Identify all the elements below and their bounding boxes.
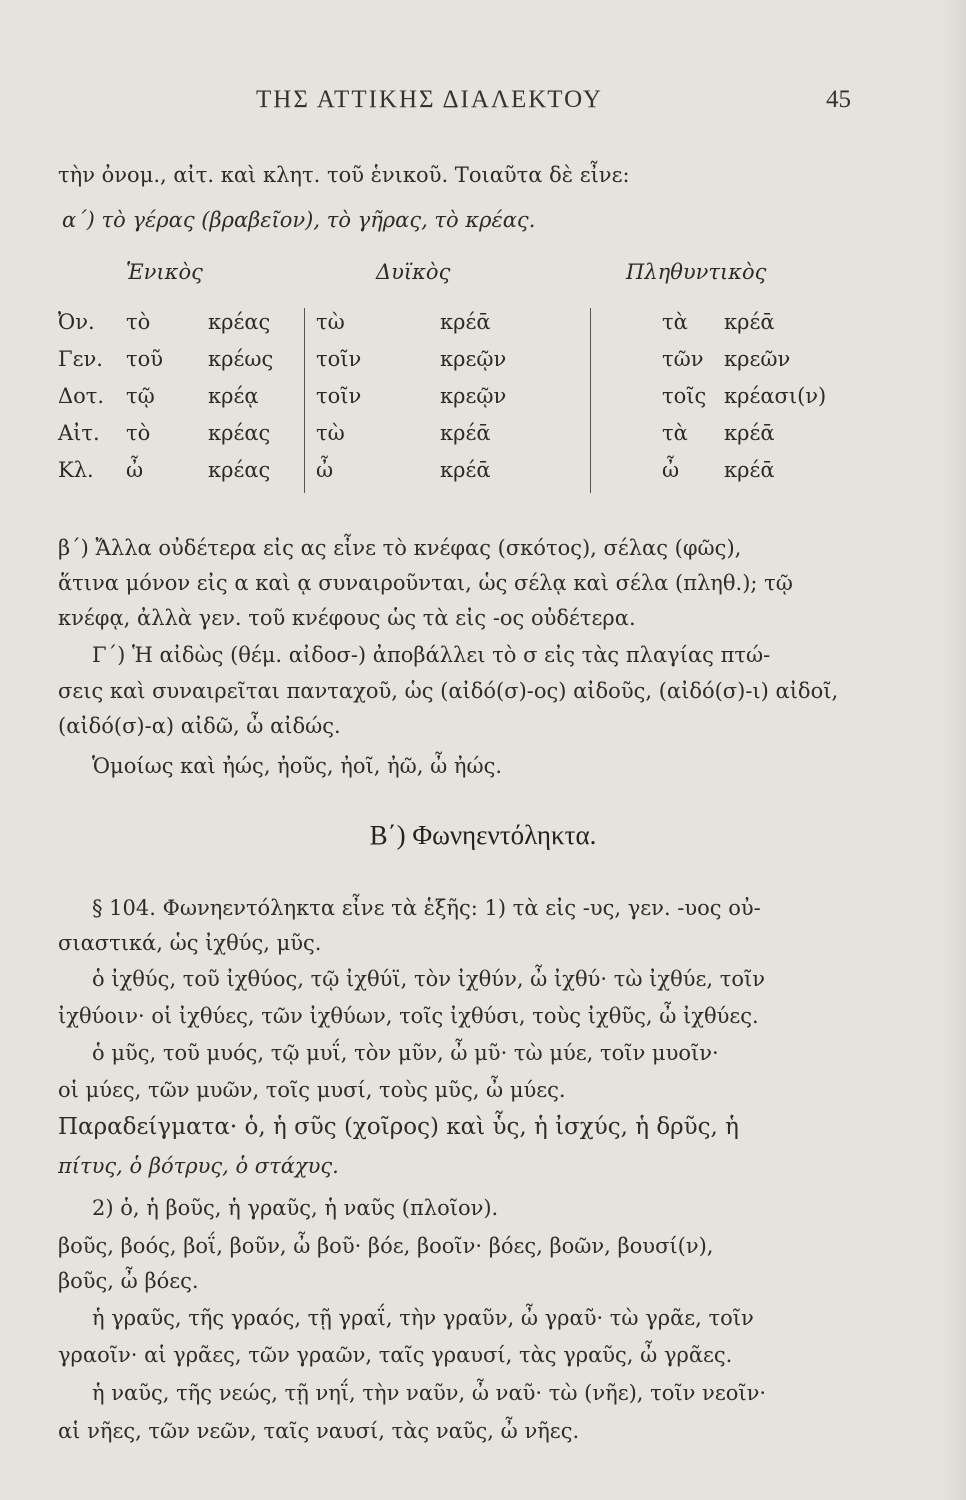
dual-article: τὼ bbox=[316, 310, 345, 334]
running-title: ΤΗΣ ΑΤΤΙΚΗΣ ΔΙΑΛΕΚΤΟΥ bbox=[256, 86, 603, 113]
header-singular: Ἑνικὸς bbox=[126, 260, 203, 284]
running-header bbox=[0, 86, 966, 126]
header-dual: Δυϊκὸς bbox=[376, 260, 451, 284]
singular-article: ὦ bbox=[126, 458, 144, 482]
plural-article: τοῖς bbox=[662, 384, 707, 408]
declension-table bbox=[58, 260, 878, 500]
singular-article: τῷ bbox=[126, 384, 155, 408]
paragraph-line: Ὁμοίως καὶ ἠώς, ἠοῦς, ἠοῖ, ἠῶ, ὦ ἠώς. bbox=[92, 754, 503, 778]
paragraph-line: ἡ γραῦς, τῆς γραός, τῇ γραΐ, τὴν γραῦν, ὦ γραῦ· τὼ γρᾶε, τοῖν bbox=[92, 1306, 754, 1330]
section-heading: Β΄) Φωνηεντόληκτα. bbox=[369, 820, 597, 850]
paragraph-line: οἱ μύες, τῶν μυῶν, τοῖς μυσί, τοὺς μῦς, ὦ μύες. bbox=[58, 1078, 566, 1102]
paragraph-line: ἡ ναῦς, τῆς νεώς, τῇ νηΐ, τὴν ναῦν, ὦ ναῦ· τὼ (νῆε), τοῖν νεοῖν· bbox=[92, 1381, 767, 1405]
paragraph-line: κνέφᾳ, ἀλλὰ γεν. τοῦ κνέφους ὡς τὰ εἰς -ος οὐδέτερα. bbox=[58, 606, 636, 630]
paragraph-line: § 104. Φωνηεντόληκτα εἶνε τὰ ἑξῆς: 1) τὰ εἰς -υς, γεν. -υος οὐ- bbox=[92, 896, 761, 920]
page-edge-shadow bbox=[944, 0, 966, 1500]
singular-form: κρέας bbox=[208, 458, 271, 482]
dual-article: τοῖν bbox=[316, 384, 362, 408]
paragraph-line: 2) ὁ, ἡ βοῦς, ἡ γραῦς, ἡ ναῦς (πλοῖον). bbox=[92, 1196, 499, 1220]
case-label: Ὀν. bbox=[58, 310, 95, 334]
column-divider bbox=[590, 308, 591, 493]
dual-form: κρέᾱ bbox=[440, 310, 491, 334]
dual-article: τοῖν bbox=[316, 347, 362, 371]
paragraph-line: αἱ νῆες, τῶν νεῶν, ταῖς ναυσί, τὰς ναῦς, ὦ νῆες. bbox=[58, 1419, 580, 1443]
plural-form: κρέᾱ bbox=[724, 458, 775, 482]
paragraph-line: ἅτινα μόνον εἰς α καὶ ᾳ συναιροῦνται, ὡς σέλᾳ καὶ σέλα (πληθ.); τῷ bbox=[58, 571, 793, 595]
case-label: Δοτ. bbox=[58, 384, 105, 408]
plural-article: τὰ bbox=[662, 421, 688, 445]
page-number: 45 bbox=[826, 86, 851, 113]
case-label: Γεν. bbox=[58, 347, 103, 371]
dual-article: ὦ bbox=[316, 458, 334, 482]
paragraph-line: βοῦς, ὦ βόες. bbox=[58, 1269, 199, 1293]
paragraph-line: σεις καὶ συναιρεῖται πανταχοῦ, ὡς (αἰδό(σ)-ος) αἰδοῦς, (αἰδό(σ)-ι) αἰδοῖ, bbox=[58, 679, 839, 703]
singular-article: τοῦ bbox=[126, 347, 164, 371]
paragraph-line: Γ΄) Ἡ αἰδὼς (θέμ. αἰδοσ-) ἀποβάλλει τὸ σ εἰς τὰς πλαγίας πτώ- bbox=[92, 643, 771, 667]
singular-form: κρέως bbox=[208, 347, 274, 371]
dual-form: κρεῷν bbox=[440, 347, 507, 371]
plural-article: τὰ bbox=[662, 310, 688, 334]
dual-form: κρέᾱ bbox=[440, 458, 491, 482]
paragraph-line: ἰχθύοιν· οἱ ἰχθύες, τῶν ἰχθύων, τοῖς ἰχθύσι, τοὺς ἰχθῦς, ὦ ἰχθύες. bbox=[58, 1004, 759, 1028]
dual-form: κρέᾱ bbox=[440, 421, 491, 445]
paragraph-line: Παραδείγματα· ὁ, ἡ σῦς (χοῖρος) καὶ ὗς, ἡ ἰσχύς, ἡ δρῦς, ἡ bbox=[58, 1114, 739, 1140]
intro-line: τὴν ὀνομ., αἰτ. καὶ κλητ. τοῦ ἑνικοῦ. Τοιαῦτα δὲ εἶνε: bbox=[58, 163, 630, 187]
paragraph-line: ὁ ἰχθύς, τοῦ ἰχθύος, τῷ ἰχθύϊ, τὸν ἰχθύν, ὦ ἰχθύ· τὼ ἰχθύε, τοῖν bbox=[92, 967, 765, 991]
paragraph-line: (αἰδό(σ)-α) αἰδῶ, ὦ αἰδώς. bbox=[58, 714, 341, 738]
case-label: Κλ. bbox=[58, 458, 94, 482]
paragraph-line: ὁ μῦς, τοῦ μυός, τῷ μυΐ, τὸν μῦν, ὦ μῦ· τὼ μύε, τοῖν μυοῖν· bbox=[92, 1041, 719, 1065]
singular-form: κρέᾳ bbox=[208, 384, 259, 408]
paragraph-line: β΄) Ἄλλα οὐδέτερα εἰς ας εἶνε τὸ κνέφας (σκότος), σέλας (φῶς), bbox=[58, 536, 742, 560]
paragraph-line: γραοῖν· αἱ γρᾶες, τῶν γραῶν, ταῖς γραυσί, τὰς γραῦς, ὦ γρᾶες. bbox=[58, 1343, 733, 1367]
singular-article: τὸ bbox=[126, 310, 151, 334]
case-label: Αἰτ. bbox=[58, 421, 100, 445]
paragraph-line: σιαστικά, ὡς ἰχθύς, μῦς. bbox=[58, 931, 322, 955]
dual-form: κρεῷν bbox=[440, 384, 507, 408]
plural-article: ὦ bbox=[662, 458, 680, 482]
plural-form: κρέασι(ν) bbox=[724, 384, 827, 408]
intro-line: α΄) τὸ γέρας (βραβεῖον), τὸ γῆρας, τὸ κρέας. bbox=[62, 208, 536, 232]
plural-form: κρέᾱ bbox=[724, 421, 775, 445]
paragraph-line: βοῦς, βοός, βοΐ, βοῦν, ὦ βοῦ· βόε, βοοῖν· βόες, βοῶν, βουσί(ν), bbox=[58, 1234, 714, 1258]
dual-article: τὼ bbox=[316, 421, 345, 445]
plural-form: κρεῶν bbox=[724, 347, 791, 371]
singular-article: τὸ bbox=[126, 421, 151, 445]
plural-article: τῶν bbox=[662, 347, 704, 371]
plural-form: κρέᾱ bbox=[724, 310, 775, 334]
paragraph-line: πίτυς, ὁ βότρυς, ὁ στάχυς. bbox=[58, 1154, 339, 1178]
singular-form: κρέας bbox=[208, 421, 271, 445]
column-divider bbox=[304, 308, 305, 493]
header-plural: Πληθυντικὸς bbox=[626, 260, 767, 284]
singular-form: κρέας bbox=[208, 310, 271, 334]
